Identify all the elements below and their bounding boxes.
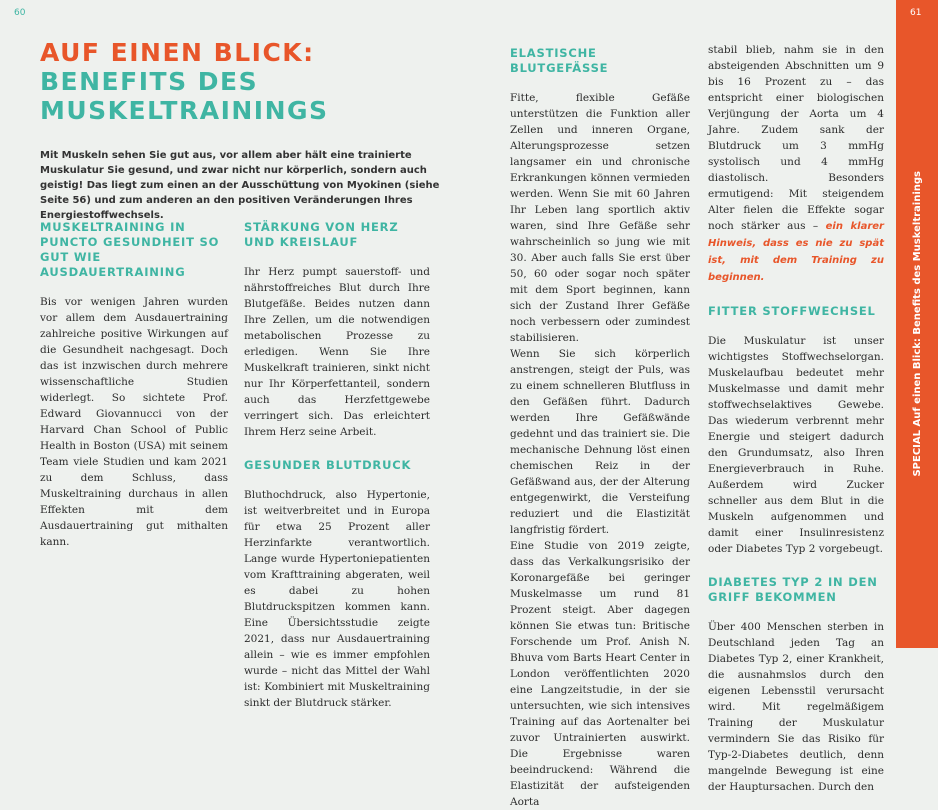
heading-herz: STÄRKUNG VON HERZ UND KREISLAUF [244,220,399,249]
text-ausdauer: Bis vor wenigen Jahren wurden vor allem dem Ausdauertraining zahlreiche positive Wirkungen auf die Gesundheit nachgesagt. Doch das ist inzwischen durch mehrere wissenschaftliche Studien widerlegt. So sichtete Prof. Edward Giovannucci von der Harvard Chan School of Public Health in Boston (USA) mit seinem Team viele Studien und kam 2021 zu dem Schluss, dass Muskeltraining durchaus in allen Effekten mit dem Ausdauertraining gut mithalten kann. [40,296,228,548]
title-line-2: BENEFITS DES [40,67,259,96]
page-number-right: 61 [910,8,922,18]
title-line-3: MUSKELTRAININGS [40,96,329,125]
page-number-left: 60 [14,8,26,18]
column-1 [40,220,228,550]
heading-blutdruck: GESUNDER BLUTDRUCK [244,458,412,472]
text-herz: Ihr Herz pumpt sauerstoff- und nährstoffreiches Blut durch Ihre Blutgefäße. Beides nutzen dann Ihre Zellen, um die notwendigen metabolischen Prozesse zu erledigen. Wenn Sie Ihre Muskelkraft trainieren, sinkt nicht nur Ihr Körperfettanteil, sondern auch das Herzfettgewebe verringert sich. Das erleichtert Ihrem Herz seine Arbeit. [244,266,430,438]
column-4 [708,42,884,795]
heading-diabetes: DIABETES TYP 2 IN DEN GRIFF BEKOMMEN [708,575,878,604]
heading-ausdauer: MUSKELTRAINING IN PUNCTO GESUNDHEIT SO GUT WIE AUSDAUERTRAINING [40,220,220,279]
sidebar-title [896,0,938,648]
text-gefaesse-3: Eine Studie von 2019 zeigte, dass das Verkalkungsrisiko der Koronargefäße bei geringer Muskelmasse um rund 81 Prozent steigt. Aber dagegen können Sie etwas tun: Britische Forschende um Prof. Anish N. Bhuva vom Barts Heart Center in London veröffentlichten 2020 eine Langzeitstudie, in der sie untersuchten, wie sich intensives Training auf das Aortenalter bei zuvor Untrainierten auswirkt. Die Ergebnisse waren beeindruckend: Während die Elastizität der aufsteigenden Aorta [510,540,690,808]
column-2 [244,220,430,711]
text-gefaesse-2: Wenn Sie sich körperlich anstrengen, steigt der Puls, was zu einem schnelleren Blutfluss in den Gefäßen führt. Dadurch werden Ihre Gefäßwände gedehnt und das trainiert sie. Die mechanische Dehnung löst einen chemischen Reiz in der Gefäßwand aus, der der Alterung entgegenwirkt, die Versteifung reduziert und die Elastizität langfristig fördert. [510,348,690,536]
column-3 [510,46,690,810]
gefaesse-cont-text: stabil blieb, nahm sie in den absteigenden Abschnitten um 9 bis 16 Prozent zu – das entspricht einer biologischen Verjüngung der Aorta um 4 Jahre. Zudem sank der Blutdruck um 3 mmHg systolisch und 4 mmHg diastolisch. Besonders ermutigend: Mit steigendem Alter fielen die Effekte sogar noch stärker aus – [708,44,884,232]
intro-text: Mit Muskeln sehen Sie gut aus, vor allem aber hält eine trainierte Muskulatur Sie gesund, und zwar nicht nur körperlich, sondern auch geistig! Das liegt zum einen an der Ausschüttung von Myokinen (siehe Seite 56) und zum anderen an den positiven Veränderungen Ihres Energiestoffwechsels. [40,150,440,221]
sidebar-title-text: SPECIAL Auf einen Blick: Benefits des Muskeltrainings [911,171,923,477]
text-stoffwechsel: Die Muskulatur ist unser wichtigstes Stoffwechselorgan. Muskelaufbau bedeutet mehr Muskelmasse und damit mehr stoffwechselaktives Gewebe. Das wiederum verbrennt mehr Energie und steigert dadurch den Grundumsatz, also Ihren Energieverbrauch in Ruhe. Außerdem wird Zucker schneller aus dem Blut in die Muskeln aufgenommen und damit einer Insulinresistenz oder Diabetes Typ 2 vorgebeugt. [708,335,884,555]
text-gefaesse-cont [708,42,884,286]
title-line-1: AUF EINEN BLICK: [40,38,315,67]
text-diabetes: Über 400 Menschen sterben in Deutschland jeden Tag an Diabetes Typ 2, einer Krankheit, die ausnahmslos durch den eigenen Lebensstil verursacht wird. Mit regelmäßigem Training der Muskulatur vermindern Sie das Risiko für Typ-2-Diabetes deutlich, denn mangelnde Bewegung ist eine der Hauptursachen. Durch den [708,621,884,793]
heading-gefaesse: ELASTISCHE BLUTGEFÄSSE [510,46,609,75]
highlight-text: ein klarer Hinweis, dass es nie zu spät ist, mit dem Training zu beginnen. [708,221,884,283]
text-blutdruck: Bluthochdruck, also Hypertonie, ist weitverbreitet und in Europa für etwa 25 Prozent aller Herzinfarkte verantwortlich. Lange wurde Hypertoniepatienten vom Krafttraining abgeraten, weil es dabei zu hohen Blutdruckspitzen kommen kann. Eine Übersichtsstudie zeigte 2021, dass nur Ausdauertraining allein – wie es immer empfohlen wurde – nicht das Mittel der Wahl ist: Kombiniert mit Muskeltraining sinkt der Blutdruck stärker. [244,489,430,709]
text-gefaesse-1: Fitte, flexible Gefäße unterstützen die Funktion aller Zellen und inneren Organe, Alterungsprozesse setzen langsamer ein und chronische Erkrankungen können vermieden werden. Wenn Sie mit 60 Jahren Ihr Leben lang sportlich aktiv waren, sind Ihre Gefäße sehr wahrscheinlich so jung wie mit 30. Aber auch falls Sie erst über 50, 60 oder sogar noch später mit dem Sport beginnen, kann sich der Zustand Ihrer Gefäße noch verbessern oder zumindest stabilisieren. [510,92,690,344]
page-title [40,38,329,125]
heading-stoffwechsel: FITTER STOFFWECHSEL [708,304,876,318]
